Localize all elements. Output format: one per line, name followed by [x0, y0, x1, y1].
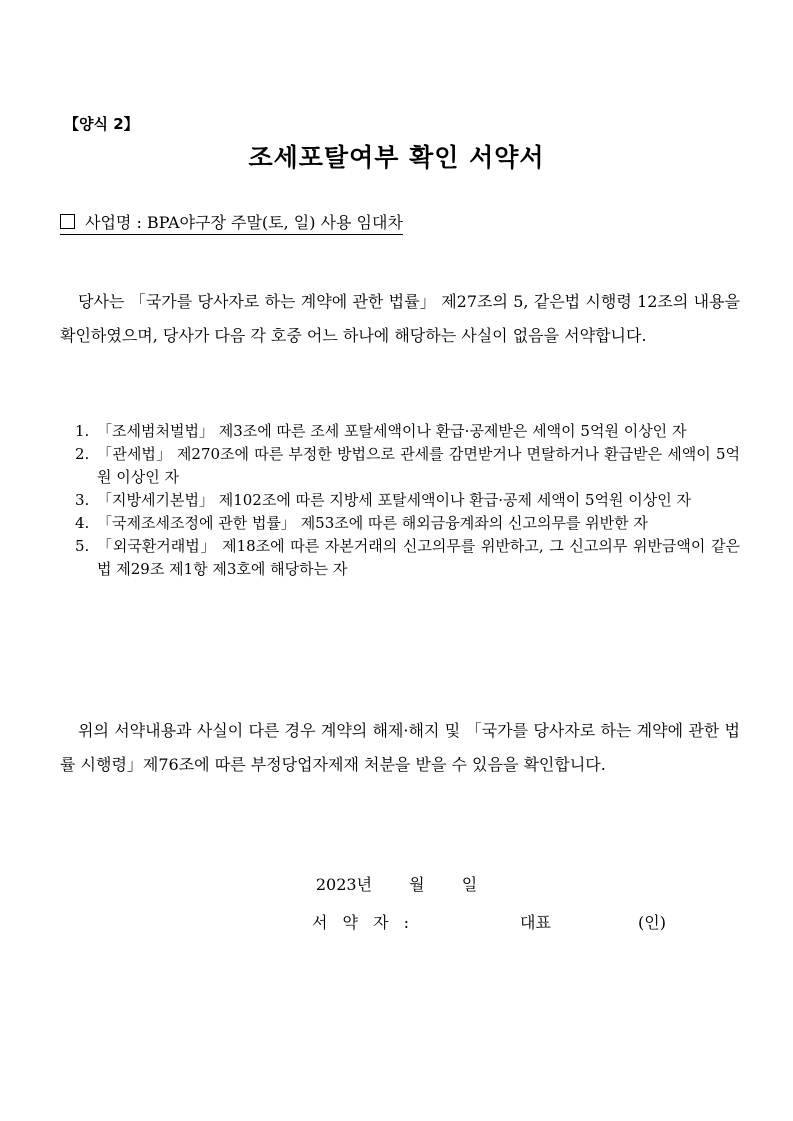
list-item: [75, 443, 740, 489]
date-year: 2023년: [315, 875, 373, 894]
list-item-number: 5.: [75, 537, 90, 555]
list-item: [75, 512, 740, 535]
list-item-number: 1.: [75, 422, 90, 440]
seal-label: (인): [638, 913, 666, 932]
list-item-text: 「조세범처벌법」 제3조에 따른 조세 포탈세액이나 환급·공제받은 세액이 5억원 이상인 자: [97, 422, 687, 440]
intro-text: 당사는 「국가를 당사자로 하는 계약에 관한 법률」 제27조의 5, 같은법 시행령 12조의 내용을 확인하였으며, 당사가 다음 각 호중 어느 하나에 해당하는 사실이 없음을 서약합니다.: [60, 292, 740, 345]
date-day: 일: [461, 875, 478, 894]
list-item-text: 「지방세기본법」 제102조에 따른 지방세 포탈세액이나 환급·공제 세액이 5억원 이상인 자: [97, 491, 692, 509]
list-item-number: 2.: [75, 445, 90, 463]
list-item: [75, 420, 740, 443]
list-item-text: 「외국환거래법」 제18조에 따른 자본거래의 신고의무를 위반하고, 그 신고의무 위반금액이 같은 법 제29조 제1항 제3호에 해당하는 자: [97, 537, 740, 578]
list-item-number: 3.: [75, 491, 90, 509]
list-item-text: 「국제조세조정에 관한 법률」 제53조에 따른 해외금융계좌의 신고의무를 위반한 자: [97, 514, 648, 532]
list-item-number: 4.: [75, 514, 90, 532]
list-item: [75, 535, 740, 581]
project-label: 사업명 : BPA야구장 주말(토, 일) 사용 임대차: [85, 213, 403, 232]
project-name: [60, 210, 403, 233]
intro-paragraph: [60, 285, 740, 353]
date-month: 월: [409, 875, 425, 894]
list-item-text: 「관세법」 제270조에 따른 부정한 방법으로 관세를 감면받거나 면탈하거나 환급받은 세액이 5억원 이상인 자: [97, 445, 740, 486]
form-label: 【양식 2】: [64, 115, 139, 133]
representative-label: 대표: [520, 913, 551, 932]
closing-text: 위의 서약내용과 사실이 다른 경우 계약의 해제·해지 및 「국가를 당사자로 하는 계약에 관한 법률 시행령」제76조에 따른 부정당업자제재 처분을 받을 수 있음을 확인합니다.: [60, 721, 740, 774]
date-line: [0, 872, 793, 895]
condition-list: [75, 420, 740, 581]
signer-label: 서 약 자 :: [312, 913, 415, 932]
closing-paragraph: [60, 714, 740, 782]
list-item: [75, 489, 740, 512]
document-title: 조세포탈여부 확인 서약서: [248, 143, 545, 172]
checkbox-icon: [60, 214, 75, 229]
